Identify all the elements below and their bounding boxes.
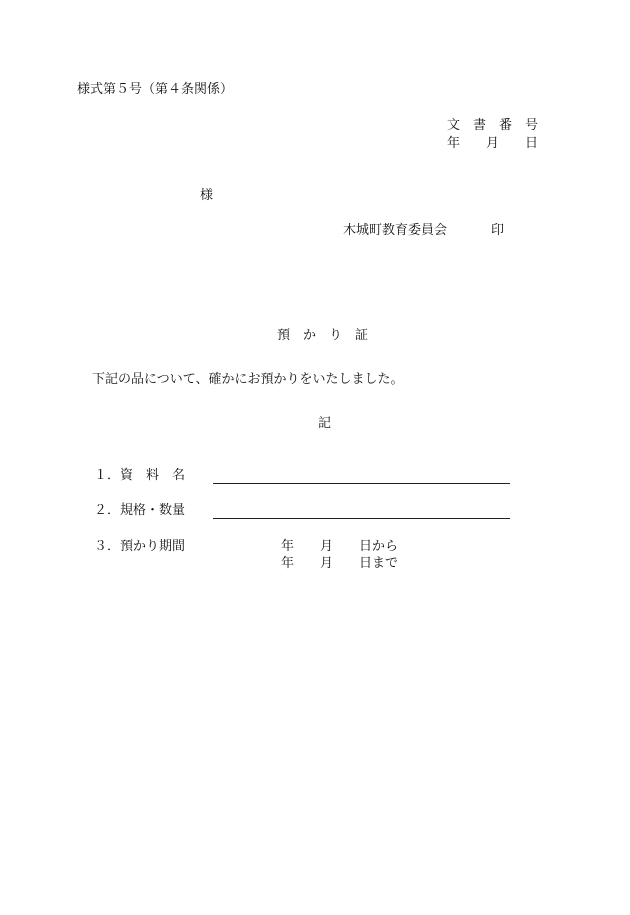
document-title: 預 か り 証 (277, 328, 369, 343)
item-label-custody-period: ３．預かり期間 (94, 539, 186, 554)
period-from-date: 年 月 日から (281, 539, 399, 554)
issuer-name: 木城町教育委員会 (343, 223, 448, 238)
intro-text: 下記の品について、確かにお預かりをいたしました。 (92, 372, 404, 387)
note-heading: 記 (318, 416, 332, 431)
document-number-label: 文 書 番 号 (447, 118, 539, 133)
item-label-spec-quantity: ２．規格・数量 (94, 503, 186, 518)
period-to-date: 年 月 日まで (281, 556, 399, 571)
spec-quantity-blank-line (213, 518, 510, 519)
material-name-blank-line (213, 483, 510, 484)
form-number: 様式第５号（第４条関係） (77, 82, 234, 97)
seal-mark: 印 (491, 223, 505, 238)
item-label-material-name: １．資 料 名 (94, 468, 186, 483)
document-date-label: 年 月 日 (447, 136, 539, 151)
addressee-honorific: 様 (200, 188, 214, 203)
